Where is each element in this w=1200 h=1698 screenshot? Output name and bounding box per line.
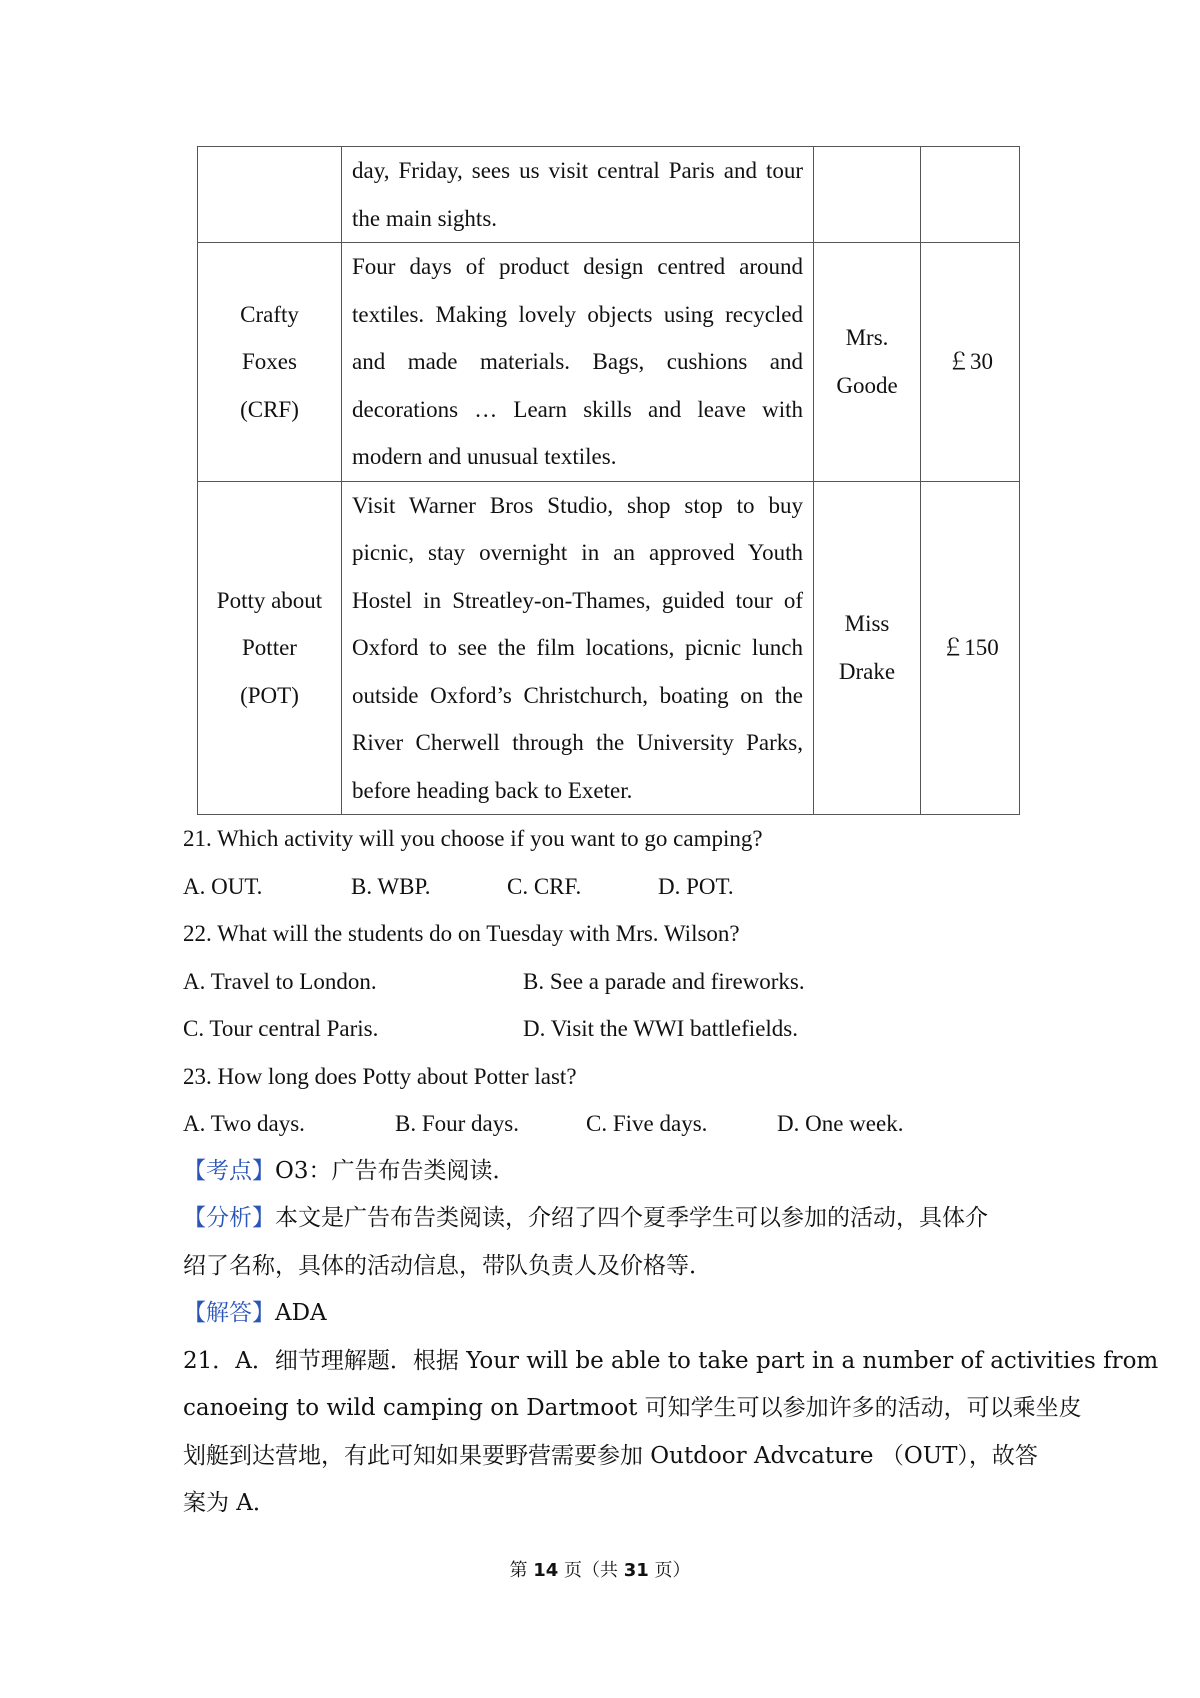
question-options — [183, 863, 1023, 911]
activity-description-cell: Visit Warner Bros Studio, shop stop to buy picnic, stay overnight in an approved Youth Hostel in Streatley-on-Thames, guided tour of Oxford to see the film locations, picnic lunch outside Oxford’s Christchurch, boating on the River Cherwell through the University Parks, before heading back to Exeter. — [342, 481, 814, 815]
activity-name-line: Potter — [242, 635, 297, 660]
price-cell — [921, 147, 1020, 243]
option-a: A. Travel to London. — [183, 968, 377, 994]
leader-cell — [814, 243, 921, 482]
question-stem: 22. What will the students do on Tuesday with Mrs. Wilson? — [183, 921, 740, 946]
explanation-line: 划艇到达营地，有此可知如果要野营需要参加 Outdoor Advcature （OUT），故答 — [183, 1442, 1038, 1469]
option-d: D. POT. — [658, 873, 734, 899]
activity-name-cell — [198, 243, 342, 482]
kaodian-text: O3：广告布告类阅读． — [275, 1157, 516, 1184]
fenxi-line-2: 绍了名称，具体的活动信息，带队负责人及价格等． — [183, 1252, 712, 1279]
activity-name-line: (POT) — [240, 682, 299, 708]
leader-line: Mrs. — [845, 325, 889, 351]
footer-middle: 页（共 — [564, 1560, 618, 1581]
jieda-line — [183, 1290, 1023, 1338]
questions-section — [183, 815, 1159, 1528]
question-options — [183, 1100, 1023, 1148]
activity-description-cell: Four days of product design centred around textiles. Making lovely objects using recycled and made materials. Bags, cushions and decorations … Learn skills and leave with modern and unusual textiles. — [342, 243, 814, 482]
explanation-line: 案为 A． — [183, 1490, 276, 1516]
option-b: B. Four days. — [395, 1111, 519, 1136]
footer-prefix: 第 — [509, 1560, 528, 1581]
explanation-line: canoeing to wild camping on Dartmoot 可知学生可以参加许多的活动，可以乘坐皮 — [183, 1395, 1082, 1421]
activity-name-cell — [198, 147, 342, 243]
kaodian-tag: 【考点】 — [183, 1157, 275, 1184]
fenxi-text: 本文是广告布告类阅读，介绍了四个夏季学生可以参加的活动，具体介 — [275, 1205, 988, 1231]
table-row — [198, 481, 1020, 815]
question-stem: 23. How long does Potty about Potter last? — [183, 1063, 577, 1089]
option-c: C. Five days. — [586, 1111, 708, 1136]
option-a: A. Two days. — [183, 1111, 305, 1136]
option-d: D. One week. — [777, 1111, 904, 1136]
option-a: A. OUT. — [183, 873, 263, 899]
table-row — [198, 243, 1020, 482]
price-cell: ￡150 — [921, 481, 1020, 815]
activity-name-line: Potty about — [216, 587, 323, 613]
activity-name-line: Foxes — [242, 349, 297, 374]
leader-cell — [814, 147, 921, 243]
option-c: C. CRF. — [507, 873, 582, 899]
question-options — [183, 1005, 1023, 1053]
activity-name-line: Crafty — [240, 301, 299, 327]
leader-line: Goode — [836, 372, 898, 398]
footer-page-number: 14 — [533, 1560, 559, 1581]
page-footer — [0, 1556, 1200, 1582]
explanation-line: 21．A．细节理解题．根据 Your will be able to take part in a number of activities from — [183, 1347, 1159, 1374]
leader-line: Drake — [838, 658, 896, 684]
jieda-tag: 【解答】 — [183, 1300, 275, 1326]
jieda-text: ADA — [275, 1300, 327, 1326]
footer-total-pages: 31 — [623, 1560, 649, 1581]
kaodian-line — [183, 1148, 1023, 1196]
activities-table — [197, 146, 1020, 815]
footer-suffix: 页） — [654, 1560, 691, 1581]
option-b: B. See a parade and fireworks. — [523, 968, 805, 994]
leader-line: Miss — [844, 611, 890, 637]
activity-name-cell — [198, 481, 342, 815]
activity-name-line: (CRF) — [240, 396, 299, 422]
question-options — [183, 958, 1023, 1006]
fenxi-line — [183, 1195, 1023, 1243]
option-c: C. Tour central Paris. — [183, 1016, 379, 1041]
activity-description-cell: day, Friday, sees us visit central Paris and tour the main sights. — [342, 147, 814, 243]
table-row — [198, 147, 1020, 243]
question-stem: 21. Which activity will you choose if you want to go camping? — [183, 826, 763, 851]
fenxi-tag: 【分析】 — [183, 1205, 275, 1231]
price-cell: ￡30 — [921, 243, 1020, 482]
option-d: D. Visit the WWI battlefields. — [523, 1016, 798, 1041]
option-b: B. WBP. — [351, 873, 431, 899]
leader-cell — [814, 481, 921, 815]
